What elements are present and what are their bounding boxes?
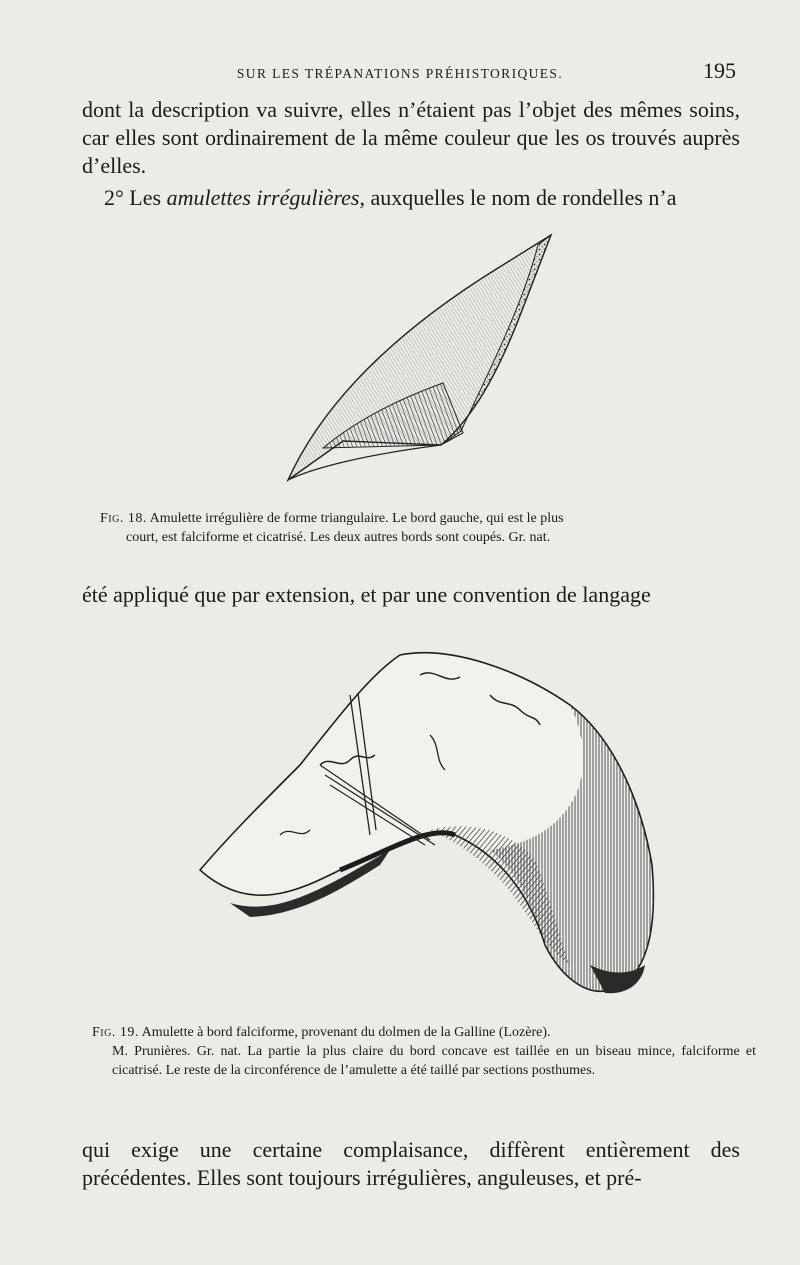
figure-18-illustration [283,233,553,483]
running-head: SUR LES TRÉPANATIONS PRÉHISTORIQUES. [236,66,564,81]
paragraph-2 [82,184,740,212]
figure-18-label: Fig. 18. [100,511,147,526]
figure-18-caption [100,509,748,547]
page-number: 195 [703,58,736,83]
figure-19-caption-line1: Amulette à bord falciforme, provenant du dolmen de la Galline (Lozère). [141,1025,551,1040]
figure-18-caption-line2: court, est falciforme et cicatrisé. Les deux autres bords sont coupés. Gr. nat. [126,530,551,545]
figure-19-illustration [190,645,660,1005]
paragraph-4: qui exige une certaine complaisance, diffèrent entièrement des précédentes. Elles sont toujours irrégulières, anguleuses, et pré- [82,1137,740,1190]
figure-19-label: Fig. 19. [92,1025,139,1040]
paragraph-2-suffix: , auxquelles le nom de rondelles n’a [359,185,677,210]
paragraph-3: été appliqué que par extension, et par une convention de langage [82,582,651,607]
figure-19-caption-rest: M. Prunières. Gr. nat. La partie la plus claire du bord concave est taillée en un biseau mince, falciforme et cicatrisé. Le reste de la circonférence de l’amulette a été taillé par sections posthumes. [112,1044,756,1078]
figure-19-caption [92,1023,756,1080]
figure-18-caption-line1: Amulette irrégulière de forme triangulaire. Le bord gauche, qui est le plus [149,511,564,526]
paragraph-2-emphasis: amulettes irrégulières [166,185,360,210]
paragraph-1: dont la description va suivre, elles n’étaient pas l’objet des mêmes soins, car elles sont ordinairement de la même couleur que les os trouvés auprès d’elles. [82,97,740,178]
paragraph-2-prefix: 2° Les [104,185,167,210]
